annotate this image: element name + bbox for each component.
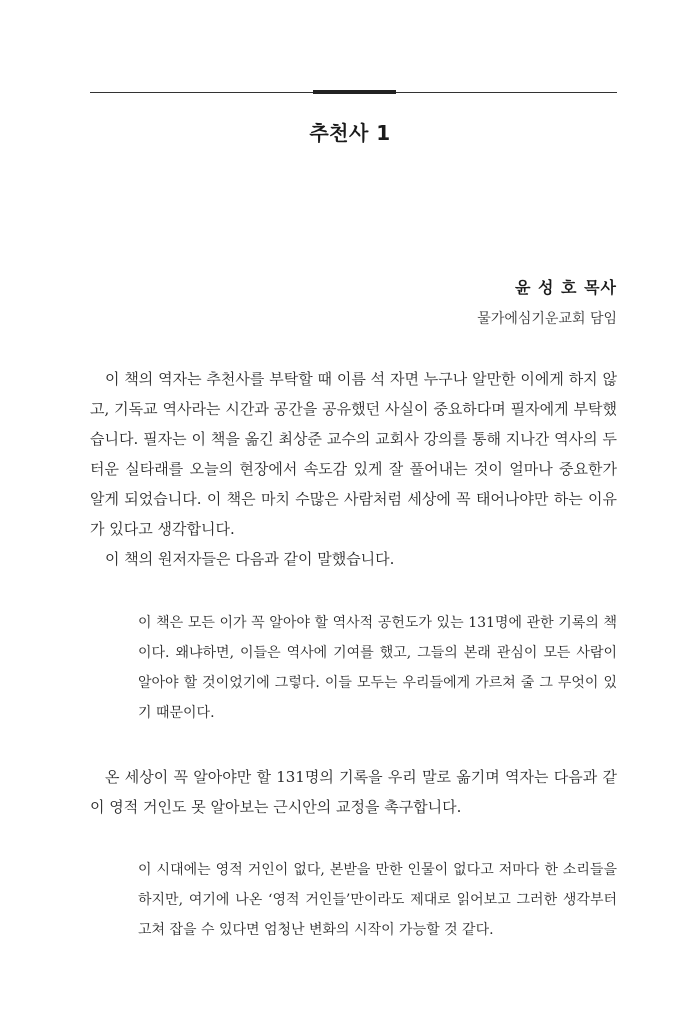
block-quote-2: 이 시대에는 영적 거인이 없다, 본받을 만한 인물이 없다고 저마다 한 소리들을 하지만, 여기에 나온 ‘영적 거인들’만이라도 제대로 읽어보고 그러한 생각부터 고쳐 잡을 수 있다면 엄청난 변화의 시작이 가능할 것 같다. <box>138 862 617 938</box>
author-affiliation: 물가에심기운교회 담임 <box>477 311 617 327</box>
header-rule-accent <box>313 90 396 94</box>
body-paragraph-1: 이 책의 역자는 추천사를 부탁할 때 이름 석 자면 누구나 알만한 이에게 하지 않고, 기독교 역사라는 시간과 공간을 공유했던 사실이 중요하다며 필자에게 부탁했습니다. 필자는 이 책을 옮긴 최상준 교수의 교회사 강의를 통해 지나간 역사의 두터운 실타래를 오늘의 현장에서 속도감 있게 잘 풀어내는 것이 얼마나 중요한가 알게 되었습니다. 이 책은 마치 수많은 사람처럼 세상에 꼭 태어나야만 하는 이유가 있다고 생각합니다. <box>90 370 617 538</box>
body-paragraph-2: 이 책의 원저자들은 다음과 같이 말했습니다. <box>105 550 395 568</box>
body-paragraph-3: 온 세상이 꼭 알아야만 할 131명의 기록을 우리 말로 옮기며 역자는 다음과 같이 영적 거인도 못 알아보는 근시안의 교정을 촉구합니다. <box>90 768 617 816</box>
author-name: 윤 성 호 목사 <box>515 278 617 297</box>
page-title: 추천사 1 <box>309 121 391 146</box>
author-block <box>477 275 617 328</box>
block-quote-1: 이 책은 모든 이가 꼭 알아야 할 역사적 공헌도가 있는 131명에 관한 기록의 책이다. 왜냐하면, 이들은 역사에 기여를 했고, 그들의 본래 관심이 모든 사람이 알아야 할 것이었기에 그렇다. 이들 모두는 우리들에게 가르쳐 줄 그 무엇이 있기 때문이다. <box>138 615 617 721</box>
